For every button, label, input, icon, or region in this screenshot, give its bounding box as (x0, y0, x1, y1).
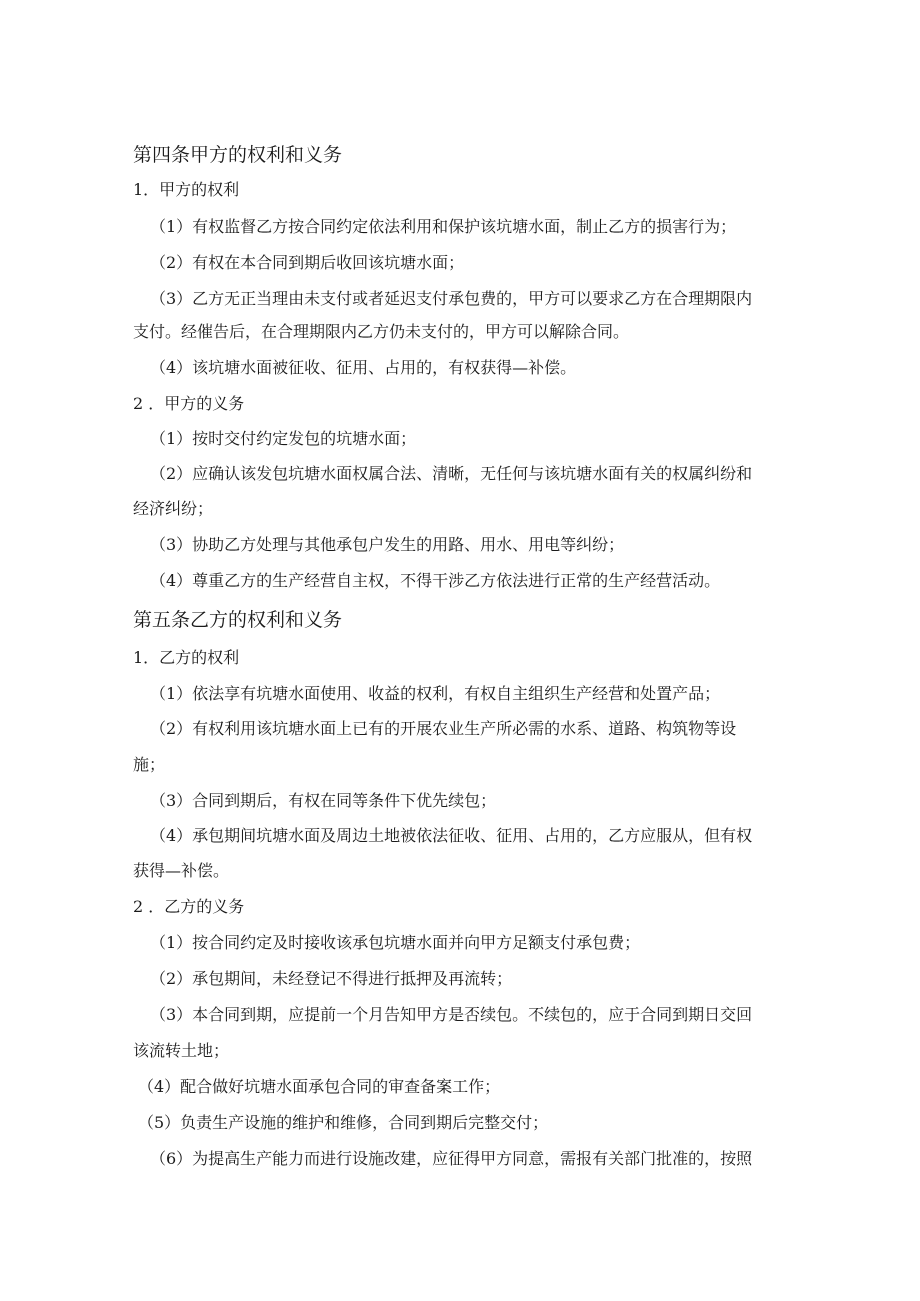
party-a-right-item: （4）该坑塘水面被征收、征用、占用的，有权获得—补偿。 (150, 358, 577, 377)
party-b-duty-item-continued: 该流转土地； (133, 1041, 230, 1060)
party-b-duty-item: （2）承包期间，未经登记不得进行抵押及再流转； (150, 969, 513, 988)
article-4-title: 第四条甲方的权利和义务 (133, 144, 343, 166)
party-a-duty-item: （3）协助乙方处理与其他承包户发生的用路、用水、用电等纠纷； (150, 535, 625, 554)
article-5-title: 第五条乙方的权利和义务 (133, 609, 343, 631)
party-a-right-item-continued: 支付。经催告后，在合理期限内乙方仍未支付的，甲方可以解除合同。 (133, 322, 630, 341)
party-b-right-item: （3）合同到期后，有权在同等条件下优先续包； (150, 791, 497, 810)
party-b-duty-item: （5）负责生产设施的维护和维修，合同到期后完整交付； (138, 1113, 549, 1132)
party-b-duty-item: （6）为提高生产能力而进行设施改建，应征得甲方同意，需报有关部门批准的，按照 (150, 1149, 753, 1168)
party-b-duty-item: （3）本合同到期，应提前一个月告知甲方是否续包。不续包的，应于合同到期日交回 (150, 1005, 753, 1024)
party-a-right-item: （3）乙方无正当理由未支付或者延迟支付承包费的，甲方可以要求乙方在合理期限内 (150, 289, 753, 308)
party-b-rights-heading: 1．乙方的权利 (133, 648, 240, 667)
party-b-duties-heading: 2 ．乙方的义务 (133, 897, 245, 916)
party-b-right-item-continued: 施； (133, 755, 166, 774)
party-a-duties-heading: 2 ．甲方的义务 (133, 394, 245, 413)
party-b-right-item: （2）有权利用该坑塘水面上已有的开展农业生产所必需的水系、道路、构筑物等设 (150, 719, 737, 738)
party-a-duty-item: （2）应确认该发包坑塘水面权属合法、清晰，无任何与该坑塘水面有关的权属纠纷和 (150, 464, 753, 483)
party-b-right-item: （4）承包期间坑塘水面及周边土地被依法征收、征用、占用的，乙方应服从，但有权 (150, 826, 753, 845)
party-b-right-item: （1）依法享有坑塘水面使用、收益的权利，有权自主组织生产经营和处置产品； (150, 684, 721, 703)
party-a-right-item: （2）有权在本合同到期后收回该坑塘水面； (150, 253, 465, 272)
party-a-duty-item: （4）尊重乙方的生产经营自主权，不得干涉乙方依法进行正常的生产经营活动。 (150, 571, 721, 590)
party-b-duty-item: （4）配合做好坑塘水面承包合同的审查备案工作； (138, 1077, 501, 1096)
party-a-duty-item: （1）按时交付约定发包的坑塘水面； (150, 429, 417, 448)
party-b-duty-item: （1）按合同约定及时接收该承包坑塘水面并向甲方足额支付承包费； (150, 933, 641, 952)
party-a-rights-heading: 1．甲方的权利 (133, 180, 240, 199)
party-a-right-item: （1）有权监督乙方按合同约定依法利用和保护该坑塘水面，制止乙方的损害行为； (150, 217, 737, 236)
party-a-duty-item-continued: 经济纠纷； (133, 499, 214, 518)
party-b-right-item-continued: 获得—补偿。 (133, 861, 230, 880)
